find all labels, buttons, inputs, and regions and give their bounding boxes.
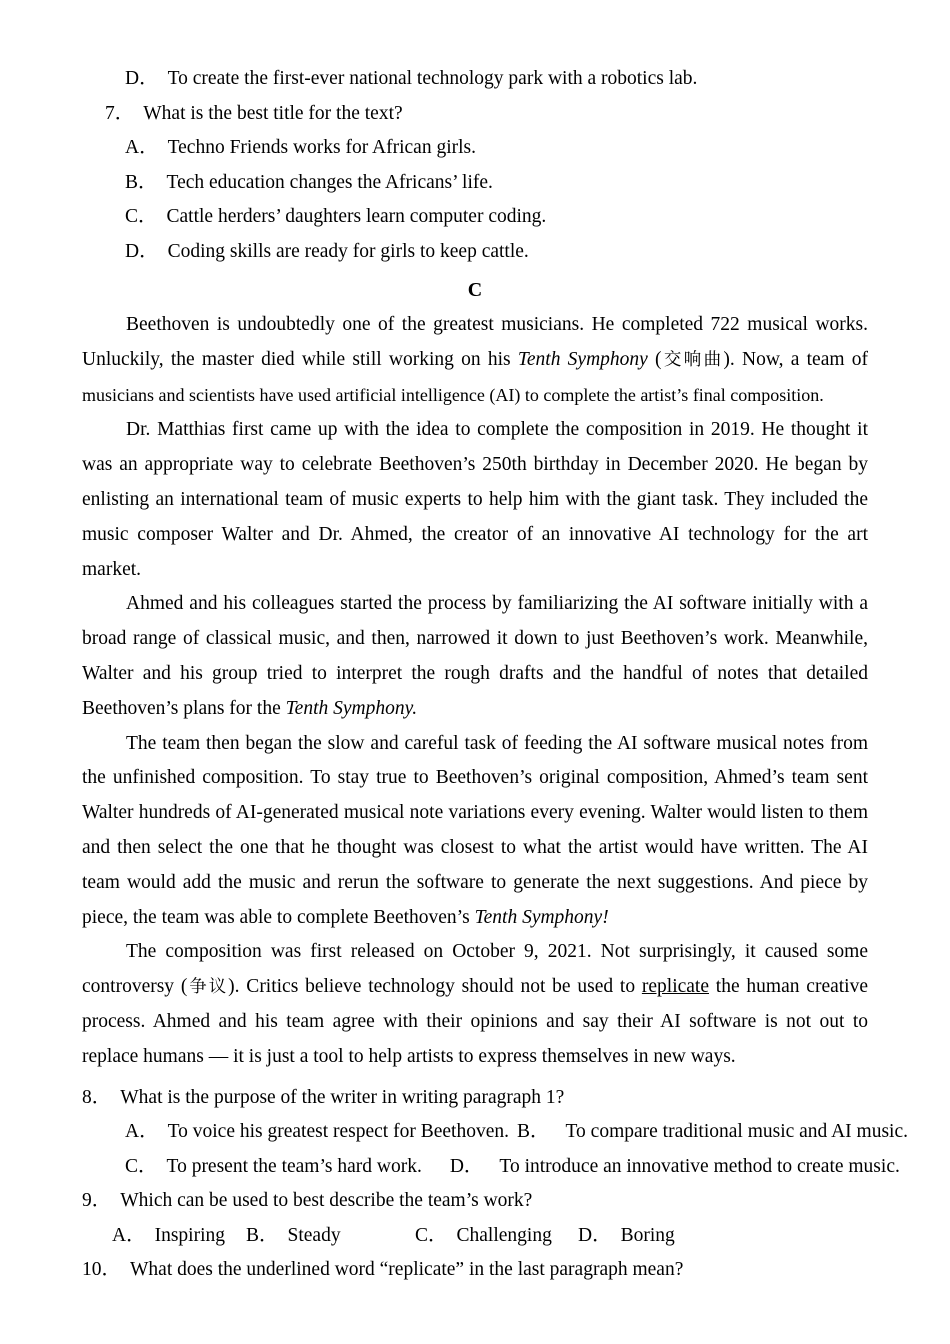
option-text: Steady [287,1224,341,1246]
p5-part3: the human creative process. Ahmed and his team agree with their opinions and say their AI software is not out to replace humans — it is just a tool to help artists to express themselves in new ways. [82,976,868,1067]
option-letter: D． [125,240,159,262]
p5-part1: The composition was first released on October 9, 2021. Not surprisingly, it caused some controversy ( [82,941,868,998]
p4-italic-title: Tenth Symphony! [474,906,609,928]
p1-part2: ( [647,348,662,370]
question-number: 9． [82,1190,112,1212]
p1-italic-title: Tenth Symphony [517,348,648,370]
passage-paragraph-2: Dr. Matthias first came up with the idea to complete the composition in 2019. He thought it was an appropriate way to celebrate Beethoven’s 250th birthday in December 2020. He began by enlisting an international team of music experts to help him with the giant task. They included the music composer Walter and Dr. Ahmed, the creator of an innovative AI technology for the art market. [82,419,868,580]
option-row [82,62,868,97]
question-text: What is the best title for the text? [143,102,403,124]
option-text: Coding skills are ready for girls to keep cattle. [167,240,529,262]
p4-part1: The team then began the slow and careful task of feeding the AI software musical notes from the unfinished composition. To stay true to Beethoven’s original composition, Ahmed’s team sent Walter hundreds of AI-generated musical note variations every evening. Walter would listen to them and then select the one that he thought was closest to what the artist would have written. The AI team would add the music and rerun the software to generate the next suggestions. And piece by piece, the team was able to complete Beethoven’s [82,732,868,928]
option-text: To present the team’s hard work. [166,1155,422,1177]
option-text: Tech education changes the Africans’ life. [166,171,493,193]
question-text: What is the purpose of the writer in writing paragraph 1? [120,1086,565,1108]
option-letter: B． [516,1121,550,1143]
question-text: What does the underlined word “replicate” in the last paragraph mean? [130,1259,684,1281]
option-letter: D． [578,1224,612,1246]
option-text: Challenging [456,1224,552,1246]
p5-cjk-gloss: 争议 [187,977,229,998]
option-row [82,131,868,166]
option-letter: D． [449,1155,484,1177]
passage-paragraph-4 [82,727,868,936]
question-number: 7． [105,102,135,124]
option-letter: A． [125,1121,159,1143]
p1-cjk-gloss: 交响曲 [661,349,724,370]
option-text: Cattle herders’ daughters learn computer coding. [166,206,547,227]
option-text: To introduce an innovative method to create music. [499,1155,900,1177]
option-text: To compare traditional music and AI music. [565,1121,909,1143]
option-letter: B． [125,171,158,193]
question-text: Which can be used to best describe the team’s work? [120,1190,533,1212]
question-7 [82,97,868,132]
p1-part4: musicians and scientists have used artificial intelligence (AI) to complete the artist’s final composition. [82,384,824,405]
option-letter: A． [125,137,159,158]
option-text: Inspiring [154,1224,226,1246]
passage-section-label: C [467,279,483,301]
option-row [82,166,868,201]
underlined-word-replicate: replicate [641,976,709,998]
p3-italic-title: Tenth Symphony. [285,697,418,719]
question-10 [82,1253,868,1288]
option-letter: C． [125,206,158,227]
option-row [82,235,868,270]
page-content [82,62,909,1288]
option-text: To voice his greatest respect for Beethoven. [167,1121,509,1143]
question-number: 8． [82,1086,112,1108]
p1-part3: ). Now, a team of [723,348,868,370]
passage-paragraph-5 [82,935,868,1074]
question-8 [82,1081,868,1116]
question-9 [82,1184,868,1219]
passage-paragraph-1 [82,308,868,413]
option-text: Boring [620,1224,675,1246]
option-row [82,200,868,235]
option-row [82,1219,868,1254]
option-letter: A． [112,1224,146,1246]
p3-part1: Ahmed and his colleagues started the process by familiarizing the AI software initially with a broad range of classical music, and then, narrowed it down to just Beethoven’s work. Meanwhile, Walter and his group tried to interpret the rough drafts and the handful of notes that detailed Beethoven’s plans for the [82,593,868,719]
p5-part2: ). Critics believe technology should not be used to [228,976,642,998]
option-row [82,1150,900,1185]
option-text: To create the first-ever national technology park with a robotics lab. [167,68,698,89]
option-row [82,1115,909,1150]
option-letter: C． [415,1224,448,1246]
question-number: 10． [82,1259,122,1281]
passage-paragraph-3 [82,587,868,726]
option-letter: C． [125,1155,158,1177]
p1-part1: Beethoven is undoubtedly one of the greatest musicians. He completed 722 musical works. Unluckily, the master died while still working on his [82,314,868,370]
option-letter: B． [246,1224,279,1246]
option-text: Techno Friends works for African girls. [167,137,476,158]
option-letter: D． [125,68,159,89]
